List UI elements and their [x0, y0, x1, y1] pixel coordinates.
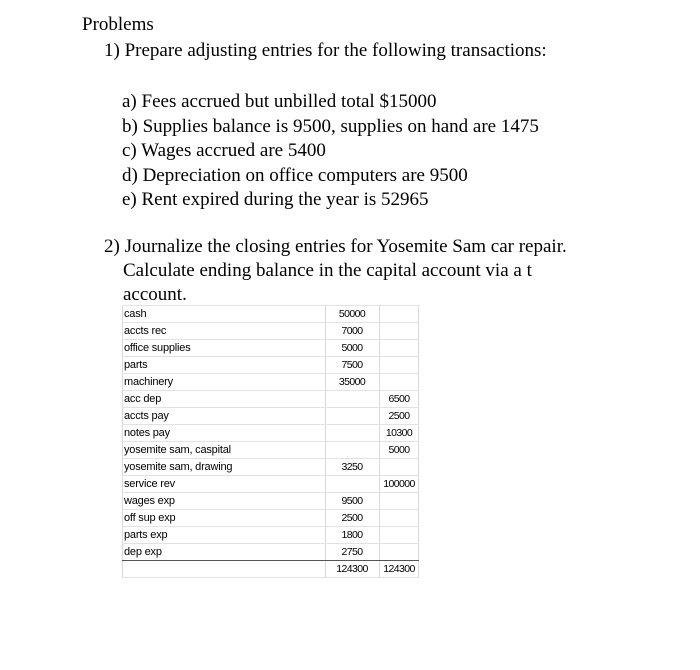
- table-row: [122, 510, 419, 527]
- account-name: dep exp: [124, 546, 162, 558]
- account-name: parts: [124, 359, 148, 371]
- table-row: [122, 442, 419, 459]
- problem-2-line-2: Calculate ending balance in the capital account via a t: [123, 260, 532, 281]
- account-name: accts pay: [124, 410, 169, 422]
- table-row: [122, 391, 419, 408]
- account-name: off sup exp: [124, 512, 176, 524]
- totals-row: [122, 561, 419, 578]
- table-grid-line: [122, 373, 419, 374]
- account-name: notes pay: [124, 427, 170, 439]
- table-row: [122, 476, 419, 493]
- problem-2-line-3: account.: [123, 284, 187, 305]
- debit-value: 3250: [341, 461, 363, 473]
- table-grid-line: [122, 339, 419, 340]
- table-grid-line: [122, 475, 419, 476]
- table-row: [122, 357, 419, 374]
- account-name: accts rec: [124, 325, 167, 337]
- debit-value: 124300: [336, 563, 368, 575]
- table-grid-line: [122, 322, 419, 323]
- account-name: service rev: [124, 478, 175, 490]
- credit-value: 5000: [388, 444, 410, 456]
- debit-value: 50000: [338, 308, 366, 320]
- table-row: [122, 340, 419, 357]
- table-row: [122, 408, 419, 425]
- table-grid-line: [122, 577, 419, 578]
- table-grid-line: [122, 407, 419, 408]
- table-row: [122, 459, 419, 476]
- problem-1-item-c: c) Wages accrued are 5400: [122, 140, 326, 161]
- trial-balance-table: [122, 305, 419, 578]
- table-grid-line: [122, 441, 419, 442]
- table-row: [122, 527, 419, 544]
- table-grid-line: [122, 526, 419, 527]
- totals-rule: [122, 560, 419, 561]
- debit-value: 7000: [341, 325, 363, 337]
- table-grid-line: [122, 305, 419, 306]
- debit-value: 1800: [341, 529, 363, 541]
- credit-value: 100000: [383, 478, 415, 490]
- credit-value: 124300: [383, 563, 415, 575]
- account-name: acc dep: [124, 393, 162, 405]
- debit-value: 5000: [341, 342, 363, 354]
- account-name: yosemite sam, drawing: [124, 461, 233, 473]
- table-row: [122, 306, 419, 323]
- table-row: [122, 374, 419, 391]
- table-row: [122, 425, 419, 442]
- account-name: machinery: [124, 376, 173, 388]
- account-name: office supplies: [124, 342, 191, 354]
- table-grid-line: [122, 543, 419, 544]
- debit-value: 35000: [338, 376, 366, 388]
- problem-1-prompt: 1) Prepare adjusting entries for the following transactions:: [104, 40, 547, 61]
- table-grid-line: [122, 424, 419, 425]
- account-name: parts exp: [124, 529, 168, 541]
- table-grid-line: [122, 356, 419, 357]
- debit-value: 9500: [341, 495, 363, 507]
- debit-value: 2500: [341, 512, 363, 524]
- problem-1-item-e: e) Rent expired during the year is 52965: [122, 189, 429, 210]
- problem-1-item-b: b) Supplies balance is 9500, supplies on hand are 1475: [122, 115, 539, 137]
- account-name: yosemite sam, caspital: [124, 444, 231, 456]
- account-name: cash: [124, 308, 147, 320]
- problem-2-prompt: [104, 235, 664, 307]
- debit-value: 2750: [341, 546, 363, 558]
- problem-2-line-1: 2) Journalize the closing entries for Yosemite Sam car repair.: [104, 236, 567, 257]
- debit-value: 7500: [341, 359, 363, 371]
- table-grid-line: [122, 390, 419, 391]
- table-row: [122, 493, 419, 510]
- credit-value: 2500: [388, 410, 410, 422]
- problem-1-item-a: a) Fees accrued but unbilled total $15000: [122, 91, 437, 112]
- credit-value: 10300: [385, 427, 413, 439]
- problem-1-items: [122, 90, 539, 213]
- account-name: wages exp: [124, 495, 175, 507]
- problem-1-item-d: d) Depreciation on office computers are 9500: [122, 164, 468, 186]
- credit-value: 6500: [388, 393, 410, 405]
- page-heading: Problems: [82, 14, 154, 35]
- table-row: [122, 323, 419, 340]
- table-grid-line: [122, 492, 419, 493]
- table-grid-line: [122, 509, 419, 510]
- table-grid-line: [122, 458, 419, 459]
- table-row: [122, 544, 419, 561]
